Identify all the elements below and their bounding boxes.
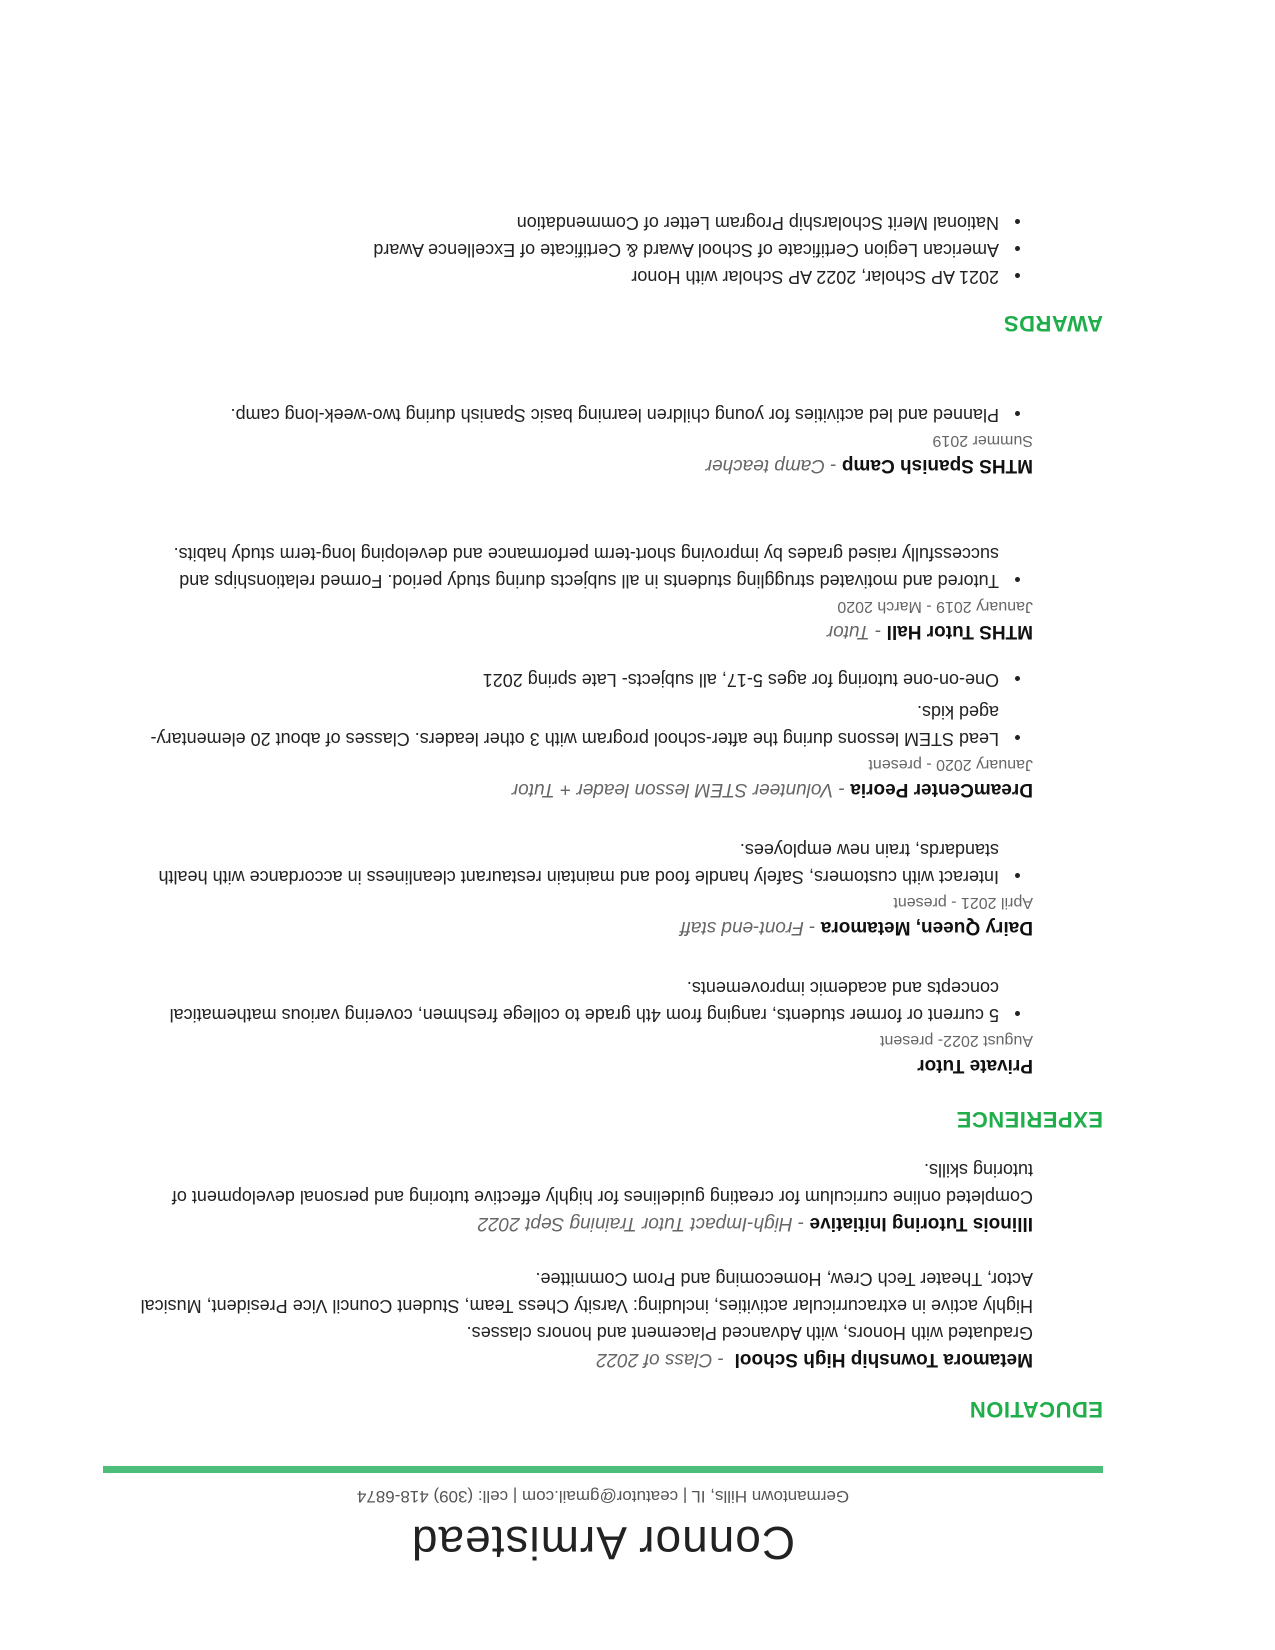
entry-org: Private Tutor <box>917 1055 1033 1076</box>
entry-role: Volunteer STEM lesson leader + Tutor <box>511 779 834 800</box>
entry-org: Illinois Tutoring Initiative <box>809 1213 1033 1234</box>
bullet-item: • Tutored and motivated struggling students in all subjects during study period. Formed relationships and successfully raised grades by improving short-term performance and developing long-term study habits. <box>133 540 1003 594</box>
entry-role: Tutor <box>826 621 870 642</box>
entry-org: Dairy Queen, Metamora <box>820 917 1033 938</box>
entry-role: Front-end staff <box>680 917 804 938</box>
bullet-list <box>133 666 1033 752</box>
bullet-item: • One-on-one tutoring for ages 5-17, all subjects- Late spring 2021 <box>133 666 1003 693</box>
experience-entry <box>133 661 1033 802</box>
entry-header <box>133 1052 1033 1078</box>
experience-heading: EXPERIENCE <box>956 1107 1103 1132</box>
entry-role: High-Impact Tutor Training Sept 2022 <box>477 1213 793 1234</box>
bullet-item: • 2021 AP Scholar, 2022 AP Scholar with Honor <box>133 263 1003 290</box>
bullet-item: • 5 current or former students, ranging from 4th grade to college freshmen, covering various mathematical concepts and academic improvements. <box>133 974 1003 1028</box>
entry-date: April 2021 - present <box>893 894 1033 911</box>
education-entry <box>133 1265 1033 1372</box>
bullet-item: • American Legion Certificate of School Award & Certificate of Excellence Award <box>133 236 1003 263</box>
bullet-item: • Interact with customers, Safely handle food and maintain restaurant cleanliness in accordance with health standards, train new employees. <box>133 836 1003 890</box>
bullet-list <box>133 401 1033 428</box>
awards-block <box>133 209 1033 290</box>
entry-date: Summer 2019 <box>932 432 1033 449</box>
entry-header: DreamCenter Peoria - Volunteer STEM lesson leader + Tutor <box>511 779 1033 800</box>
entry-date: January 2020 - present <box>868 756 1033 773</box>
education-entry <box>133 1156 1033 1236</box>
header-divider <box>103 1466 1103 1473</box>
entry-org: DreamCenter Peoria <box>850 779 1033 800</box>
entry-line: Graduated with Honors, with Advanced Placement and honors classes. <box>466 1323 1033 1343</box>
bullet-list <box>133 209 1033 290</box>
entry-role: Camp teacher <box>705 455 826 476</box>
bullet-list <box>133 540 1033 594</box>
entry-date: January 2019 - March 2020 <box>837 598 1033 615</box>
entry-role: Class of 2022 <box>596 1349 713 1370</box>
entry-line: Highly active in extracurricular activities, including: Varsity Chess Team, Student Council Vice President, Musical Actor, Theater Tech Crew, Homecoming and Prom Committee. <box>140 1269 1033 1316</box>
bullet-list <box>133 836 1033 890</box>
experience-entry <box>133 969 1033 1078</box>
experience-entry <box>133 535 1033 644</box>
entry-date: August 2022- present <box>880 1032 1033 1049</box>
entry-header: Dairy Queen, Metamora - Front-end staff <box>680 917 1033 938</box>
entry-header: Illinois Tutoring Initiative - High-Impact Tutor Training Sept 2022 <box>477 1213 1033 1234</box>
bullet-item: • Lead STEM lessons during the after-school program with 3 other leaders. Classes of about 20 elementary-aged kids. <box>133 698 1003 752</box>
experience-entry <box>133 831 1033 940</box>
bullet-item: • National Merit Scholarship Program Letter of Commendation <box>133 209 1003 236</box>
entry-header: MTHS Spanish Camp - Camp teacher <box>705 455 1033 476</box>
education-heading: EDUCATION <box>969 1397 1103 1422</box>
entry-org: Metamora Township High School <box>734 1349 1033 1370</box>
experience-entry <box>133 396 1033 478</box>
entry-header: Metamora Township High School - Class of 2022 <box>596 1349 1033 1370</box>
entry-line: Completed online curriculum for creating guidelines for highly effective tutoring and personal development of tutoring skills. <box>171 1160 1033 1207</box>
bullet-item: • Planned and led activities for young children learning basic Spanish during two-week-long camp. <box>133 401 1003 428</box>
entry-header: MTHS Tutor Hall - Tutor <box>826 621 1033 642</box>
entry-org: MTHS Spanish Camp <box>841 455 1033 476</box>
candidate-name: Connor Armistead <box>410 1517 796 1569</box>
bullet-list <box>133 974 1033 1028</box>
awards-heading: AWARDS <box>1003 311 1103 336</box>
contact-line: Germantown Hills, IL | ceatutor@gmail.com | cell: (309) 418-6874 <box>356 1487 850 1506</box>
entry-org: MTHS Tutor Hall <box>886 621 1033 642</box>
